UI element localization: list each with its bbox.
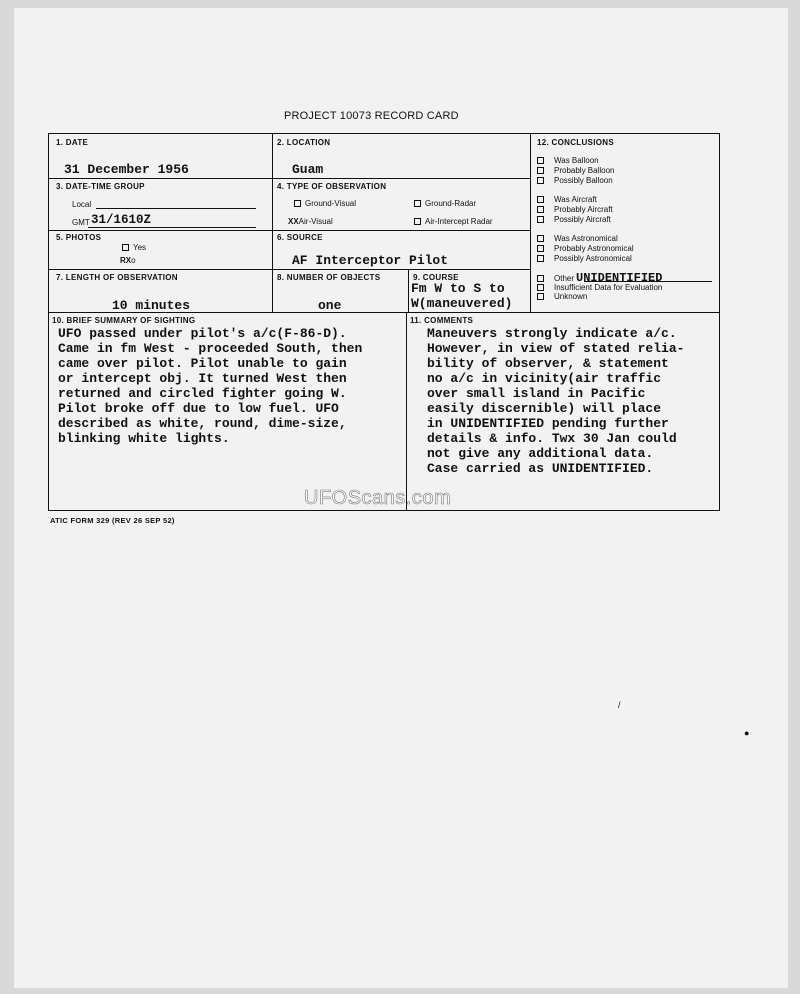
conclusions-label: 12. CONCLUSIONS — [537, 138, 614, 147]
comments-line: Maneuvers strongly indicate a/c. — [427, 326, 677, 341]
checkbox-icon — [414, 218, 421, 225]
ground-visual-option: Ground-Visual — [294, 199, 356, 208]
typed-check-mark: RX — [120, 256, 132, 265]
summary-line: UFO passed under pilot's a/c(F-86-D). — [58, 326, 347, 341]
divider — [49, 178, 530, 179]
conclusion-was-astronomical: Was Astronomical — [537, 234, 618, 243]
photos-label: 5. PHOTOS — [56, 233, 102, 242]
gmt-value: 31/1610Z — [91, 213, 152, 227]
summary-line: or intercept obj. It turned West then — [58, 371, 347, 386]
local-label: Local — [72, 200, 92, 209]
comments-line: not give any additional data. — [427, 446, 654, 461]
objects-value: one — [318, 298, 342, 313]
checkbox-icon — [537, 293, 544, 300]
summary-line: Pilot broke off due to low fuel. UFO — [58, 401, 339, 416]
date-label: 1. DATE — [56, 138, 89, 147]
conclusion-probably-aircraft: Probably Aircraft — [537, 205, 613, 214]
obs-type-label: 4. TYPE OF OBSERVATION — [277, 182, 387, 191]
divider — [49, 230, 530, 231]
conclusion-was-aircraft: Was Aircraft — [537, 195, 597, 204]
summary-line: returned and circled fighter going W. — [58, 386, 347, 401]
scan-speck: ● — [744, 728, 750, 738]
source-label: 6. SOURCE — [277, 233, 323, 242]
local-underline — [96, 208, 256, 209]
summary-text — [58, 326, 362, 446]
checkbox-icon — [537, 275, 544, 282]
dtg-label: 3. DATE-TIME GROUP — [56, 182, 145, 191]
checkbox-icon — [537, 255, 544, 262]
summary-line: Came in fm West - proceeded South, then — [58, 341, 363, 356]
photos-yes-option: Yes — [122, 243, 146, 252]
conclusion-other-value: UNIDENTIFIED — [576, 271, 663, 285]
comments-line: details & info. Twx 30 Jan could — [427, 431, 677, 446]
comments-label: 11. COMMENTS — [410, 316, 474, 325]
checkbox-icon — [537, 177, 544, 184]
conclusion-possibly-astronomical: Possibly Astronomical — [537, 254, 632, 263]
comments-line: in UNIDENTIFIED pending further — [427, 416, 669, 431]
checkbox-icon — [537, 235, 544, 242]
divider — [408, 270, 409, 312]
typed-check-mark: XX — [288, 217, 299, 226]
ground-radar-option: Ground-Radar — [414, 199, 476, 208]
location-value: Guam — [292, 162, 324, 177]
photos-no-option: RXo — [120, 256, 136, 265]
summary-line: described as white, round, dime-size, — [58, 416, 347, 431]
gmt-underline — [88, 227, 256, 228]
length-label: 7. LENGTH OF OBSERVATION — [56, 273, 178, 282]
source-value: AF Interceptor Pilot — [292, 253, 449, 268]
conclusion-probably-balloon: Probably Balloon — [537, 166, 614, 175]
objects-label: 8. NUMBER OF OBJECTS — [277, 273, 381, 282]
comments-line: over small island in Pacific — [427, 386, 646, 401]
checkbox-icon — [537, 284, 544, 291]
divider — [530, 134, 531, 312]
watermark: UFOScans.com — [304, 487, 452, 509]
course-line-1: Fm W to S to — [411, 281, 505, 296]
summary-line: came over pilot. Pilot unable to gain — [58, 356, 347, 371]
checkbox-icon — [294, 200, 301, 207]
form-footer: ATIC FORM 329 (REV 26 SEP 52) — [50, 516, 175, 525]
divider — [49, 269, 530, 270]
checkbox-icon — [537, 196, 544, 203]
course-line-2: W(maneuvered) — [411, 296, 513, 311]
checkbox-icon — [414, 200, 421, 207]
comments-line: easily discernible) will place — [427, 401, 662, 416]
card-title: PROJECT 10073 RECORD CARD — [284, 110, 459, 122]
comments-line: Case carried as UNIDENTIFIED. — [427, 461, 654, 476]
conclusion-was-balloon: Was Balloon — [537, 156, 599, 165]
summary-label: 10. BRIEF SUMMARY OF SIGHTING — [52, 316, 196, 325]
conclusion-unknown: Unknown — [537, 292, 587, 301]
checkbox-icon — [537, 206, 544, 213]
conclusion-possibly-aircraft: Possibly Aircraft — [537, 215, 611, 224]
checkbox-icon — [537, 167, 544, 174]
checkbox-icon — [537, 216, 544, 223]
comments-line: However, in view of stated relia- — [427, 341, 685, 356]
gmt-label: GMT — [72, 218, 90, 227]
date-value: 31 December 1956 — [64, 162, 189, 177]
length-value: 10 minutes — [112, 298, 191, 313]
other-underline — [584, 281, 712, 282]
conclusion-other: Other UNIDENTIFIED — [537, 271, 662, 285]
conclusion-insufficient-data: Insufficient Data for Evaluation — [537, 283, 662, 292]
comments-line: bility of observer, & statement — [427, 356, 669, 371]
divider — [406, 313, 407, 510]
checkbox-icon — [537, 245, 544, 252]
comments-text — [427, 326, 684, 476]
checkbox-icon — [537, 157, 544, 164]
checkbox-icon — [122, 244, 129, 251]
conclusion-possibly-balloon: Possibly Balloon — [537, 176, 613, 185]
divider — [272, 134, 273, 312]
scan-speck: / — [618, 700, 621, 710]
air-visual-option: XXAir-Visual — [288, 217, 333, 226]
summary-line: blinking white lights. — [58, 431, 230, 446]
air-intercept-radar-option: Air-Intercept Radar — [414, 217, 493, 226]
course-label: 9. COURSE — [413, 273, 459, 282]
conclusion-probably-astronomical: Probably Astronomical — [537, 244, 634, 253]
comments-line: no a/c in vicinity(air traffic — [427, 371, 662, 386]
location-label: 2. LOCATION — [277, 138, 331, 147]
